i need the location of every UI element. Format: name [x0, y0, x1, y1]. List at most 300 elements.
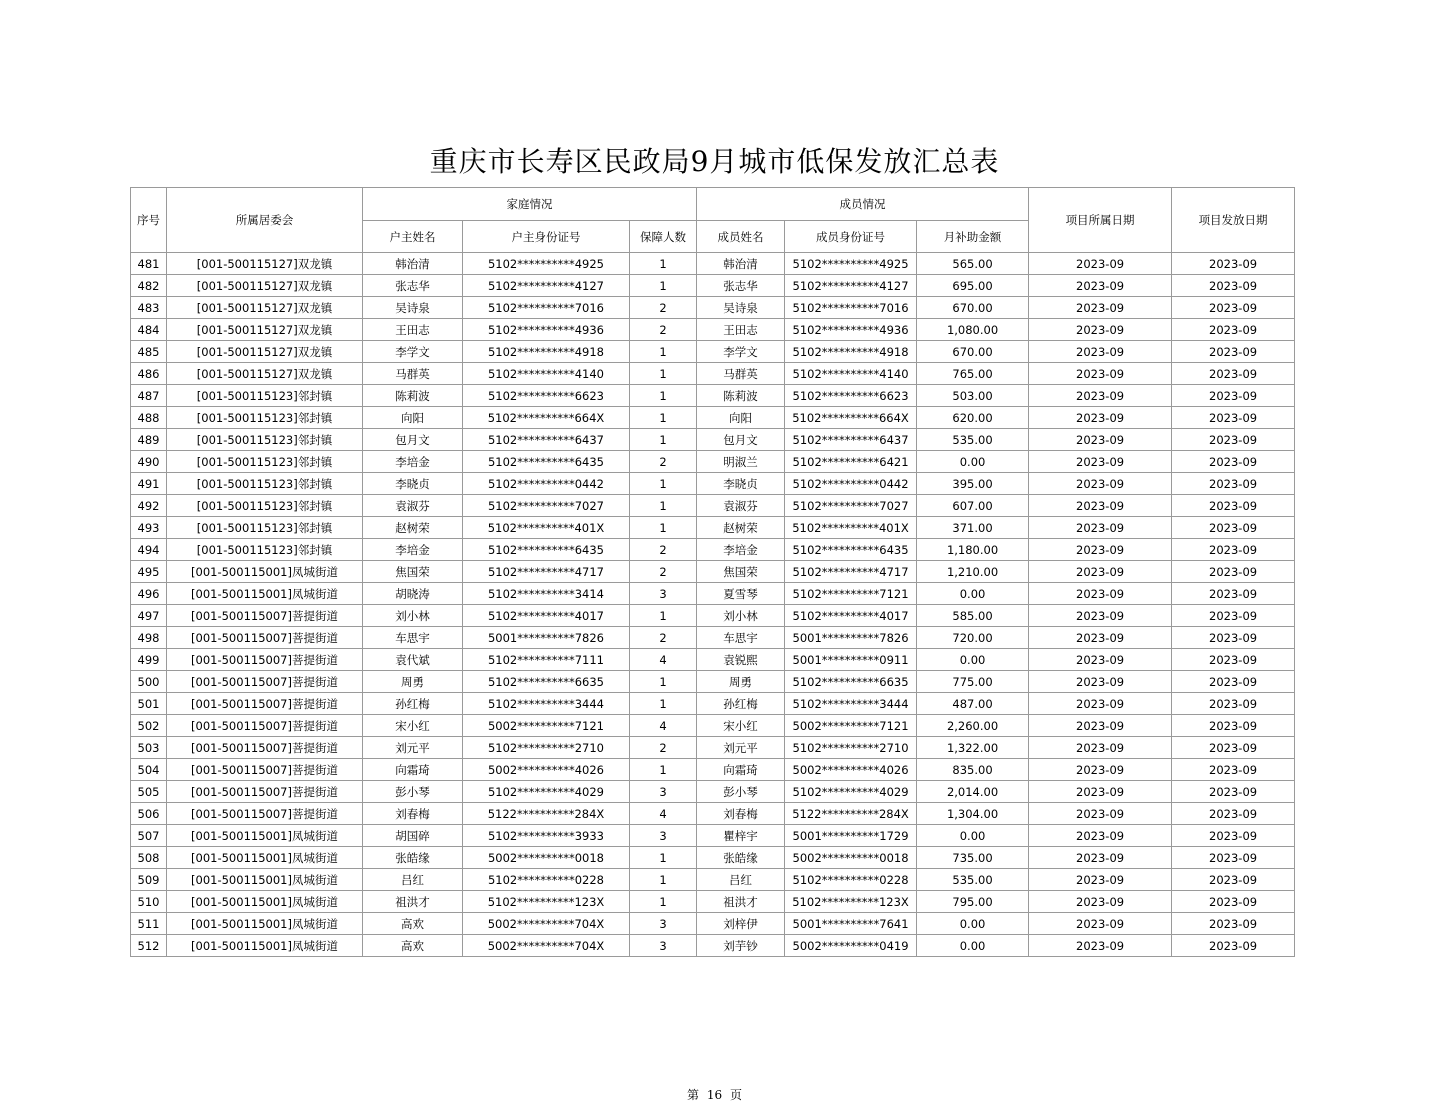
seq-cell: 510: [131, 891, 167, 913]
issue-date-cell: 2023-09: [1172, 693, 1295, 715]
committee-cell: [001-500115007]菩提街道: [167, 627, 363, 649]
member-id-cell: 5001**********7641: [785, 913, 917, 935]
project-date-cell: 2023-09: [1029, 319, 1172, 341]
issue-date-cell: 2023-09: [1172, 627, 1295, 649]
member-name-cell: 吕红: [697, 869, 785, 891]
seq-cell: 485: [131, 341, 167, 363]
seq-cell: 493: [131, 517, 167, 539]
project-date-cell: 2023-09: [1029, 517, 1172, 539]
amount-cell: 0.00: [917, 451, 1029, 473]
member-name-cell: 袁锐熙: [697, 649, 785, 671]
seq-cell: 507: [131, 825, 167, 847]
count-cell: 3: [630, 825, 697, 847]
seq-cell: 506: [131, 803, 167, 825]
head-id-cell: 5102**********664X: [463, 407, 630, 429]
issue-date-cell: 2023-09: [1172, 407, 1295, 429]
committee-cell: [001-500115007]菩提街道: [167, 737, 363, 759]
head-name-cell: 高欢: [363, 913, 463, 935]
count-cell: 2: [630, 539, 697, 561]
table-row: [131, 473, 1295, 495]
member-name-cell: 孙红梅: [697, 693, 785, 715]
head-name-cell: 刘元平: [363, 737, 463, 759]
project-date-cell: 2023-09: [1029, 363, 1172, 385]
project-date-cell: 2023-09: [1029, 407, 1172, 429]
head-name-cell: 彭小琴: [363, 781, 463, 803]
seq-cell: 491: [131, 473, 167, 495]
member-name-cell: 祖洪才: [697, 891, 785, 913]
committee-cell: [001-500115123]邻封镇: [167, 517, 363, 539]
table-row: [131, 869, 1295, 891]
amount-cell: 503.00: [917, 385, 1029, 407]
head-name-cell: 孙红梅: [363, 693, 463, 715]
head-id-cell: 5102**********4017: [463, 605, 630, 627]
head-name-cell: 包月文: [363, 429, 463, 451]
table-row: [131, 539, 1295, 561]
member-name-cell: 刘春梅: [697, 803, 785, 825]
head-name-cell: 吕红: [363, 869, 463, 891]
project-date-cell: 2023-09: [1029, 825, 1172, 847]
member-name-cell: 吴诗泉: [697, 297, 785, 319]
committee-cell: [001-500115127]双龙镇: [167, 341, 363, 363]
count-cell: 4: [630, 649, 697, 671]
member-name-cell: 李学文: [697, 341, 785, 363]
member-id-cell: 5102**********0228: [785, 869, 917, 891]
committee-cell: [001-500115001]凤城街道: [167, 583, 363, 605]
page-title: 重庆市长寿区民政局9月城市低保发放汇总表: [429, 145, 1000, 178]
table-row: [131, 319, 1295, 341]
head-id-cell: 5102**********4140: [463, 363, 630, 385]
summary-table: [130, 187, 1295, 957]
issue-date-cell: 2023-09: [1172, 473, 1295, 495]
head-name-cell: 袁代斌: [363, 649, 463, 671]
seq-cell: 496: [131, 583, 167, 605]
table-row: [131, 693, 1295, 715]
member-name-cell: 韩治清: [697, 253, 785, 275]
member-name-cell: 陈莉波: [697, 385, 785, 407]
issue-date-cell: 2023-09: [1172, 671, 1295, 693]
amount-cell: 775.00: [917, 671, 1029, 693]
count-cell: 2: [630, 561, 697, 583]
count-cell: 1: [630, 671, 697, 693]
issue-date-cell: 2023-09: [1172, 319, 1295, 341]
seq-cell: 511: [131, 913, 167, 935]
issue-date-cell: 2023-09: [1172, 847, 1295, 869]
count-cell: 1: [630, 275, 697, 297]
seq-cell: 483: [131, 297, 167, 319]
seq-cell: 486: [131, 363, 167, 385]
table-row: [131, 649, 1295, 671]
amount-cell: 0.00: [917, 825, 1029, 847]
seq-cell: 482: [131, 275, 167, 297]
member-name-cell: 彭小琴: [697, 781, 785, 803]
count-cell: 1: [630, 693, 697, 715]
member-id-cell: 5102**********123X: [785, 891, 917, 913]
amount-cell: 670.00: [917, 341, 1029, 363]
committee-cell: [001-500115007]菩提街道: [167, 649, 363, 671]
head-id-cell: 5102**********7111: [463, 649, 630, 671]
member-name-cell: 王田志: [697, 319, 785, 341]
head-id-cell: 5102**********4127: [463, 275, 630, 297]
head-id-cell: 5002**********0018: [463, 847, 630, 869]
seq-cell: 501: [131, 693, 167, 715]
head-id-cell: 5102**********6623: [463, 385, 630, 407]
member-id-cell: 5102**********4717: [785, 561, 917, 583]
member-id-cell: 5102**********7121: [785, 583, 917, 605]
project-date-cell: 2023-09: [1029, 715, 1172, 737]
member-id-cell: 5102**********4925: [785, 253, 917, 275]
committee-cell: [001-500115007]菩提街道: [167, 781, 363, 803]
seq-cell: 495: [131, 561, 167, 583]
head-id-cell: 5102**********0228: [463, 869, 630, 891]
member-id-cell: 5102**********4029: [785, 781, 917, 803]
head-name-cell: 赵树荣: [363, 517, 463, 539]
head-name-cell: 王田志: [363, 319, 463, 341]
seq-cell: 504: [131, 759, 167, 781]
head-id-cell: 5102**********2710: [463, 737, 630, 759]
seq-cell: 490: [131, 451, 167, 473]
committee-cell: [001-500115007]菩提街道: [167, 759, 363, 781]
amount-cell: 395.00: [917, 473, 1029, 495]
member-id-cell: 5102**********6421: [785, 451, 917, 473]
head-name-cell: 向霜琦: [363, 759, 463, 781]
head-id-cell: 5102**********3444: [463, 693, 630, 715]
member-id-cell: 5102**********6437: [785, 429, 917, 451]
member-name-cell: 周勇: [697, 671, 785, 693]
member-id-cell: 5002**********0419: [785, 935, 917, 957]
seq-cell: 492: [131, 495, 167, 517]
head-id-cell: 5102**********401X: [463, 517, 630, 539]
project-date-cell: 2023-09: [1029, 473, 1172, 495]
table-row: [131, 737, 1295, 759]
head-id-cell: 5122**********284X: [463, 803, 630, 825]
page-number: 第 16 页: [687, 1088, 742, 1102]
member-id-cell: 5102**********664X: [785, 407, 917, 429]
head-name-cell: 李培金: [363, 539, 463, 561]
count-cell: 2: [630, 451, 697, 473]
header-seq: 序号: [131, 188, 167, 253]
seq-cell: 512: [131, 935, 167, 957]
member-id-cell: 5102**********7027: [785, 495, 917, 517]
table-row: [131, 429, 1295, 451]
committee-cell: [001-500115123]邻封镇: [167, 539, 363, 561]
header-member-name: 成员姓名: [697, 221, 785, 253]
count-cell: 2: [630, 627, 697, 649]
head-id-cell: 5102**********6635: [463, 671, 630, 693]
header-issue-date: 项目发放日期: [1172, 188, 1295, 253]
seq-cell: 498: [131, 627, 167, 649]
amount-cell: 0.00: [917, 649, 1029, 671]
seq-cell: 503: [131, 737, 167, 759]
head-name-cell: 祖洪才: [363, 891, 463, 913]
issue-date-cell: 2023-09: [1172, 583, 1295, 605]
project-date-cell: 2023-09: [1029, 429, 1172, 451]
project-date-cell: 2023-09: [1029, 803, 1172, 825]
table-body: [131, 253, 1295, 957]
table-row: [131, 275, 1295, 297]
issue-date-cell: 2023-09: [1172, 253, 1295, 275]
head-name-cell: 马群英: [363, 363, 463, 385]
count-cell: 1: [630, 495, 697, 517]
amount-cell: 1,180.00: [917, 539, 1029, 561]
member-id-cell: 5122**********284X: [785, 803, 917, 825]
issue-date-cell: 2023-09: [1172, 869, 1295, 891]
head-id-cell: 5102**********4918: [463, 341, 630, 363]
project-date-cell: 2023-09: [1029, 737, 1172, 759]
head-id-cell: 5102**********6435: [463, 451, 630, 473]
project-date-cell: 2023-09: [1029, 649, 1172, 671]
member-name-cell: 刘梓伊: [697, 913, 785, 935]
issue-date-cell: 2023-09: [1172, 715, 1295, 737]
committee-cell: [001-500115123]邻封镇: [167, 407, 363, 429]
member-name-cell: 张志华: [697, 275, 785, 297]
amount-cell: 1,210.00: [917, 561, 1029, 583]
amount-cell: 1,304.00: [917, 803, 1029, 825]
project-date-cell: 2023-09: [1029, 781, 1172, 803]
head-name-cell: 韩治清: [363, 253, 463, 275]
table-row: [131, 451, 1295, 473]
member-id-cell: 5102**********3444: [785, 693, 917, 715]
table-row: [131, 891, 1295, 913]
project-date-cell: 2023-09: [1029, 539, 1172, 561]
head-name-cell: 胡晓涛: [363, 583, 463, 605]
committee-cell: [001-500115123]邻封镇: [167, 451, 363, 473]
amount-cell: 0.00: [917, 913, 1029, 935]
head-id-cell: 5002**********704X: [463, 935, 630, 957]
count-cell: 2: [630, 297, 697, 319]
issue-date-cell: 2023-09: [1172, 451, 1295, 473]
head-id-cell: 5102**********4925: [463, 253, 630, 275]
project-date-cell: 2023-09: [1029, 869, 1172, 891]
amount-cell: 585.00: [917, 605, 1029, 627]
amount-cell: 720.00: [917, 627, 1029, 649]
head-name-cell: 张皓缘: [363, 847, 463, 869]
header-head-name: 户主姓名: [363, 221, 463, 253]
head-id-cell: 5102**********6437: [463, 429, 630, 451]
count-cell: 1: [630, 605, 697, 627]
head-id-cell: 5102**********6435: [463, 539, 630, 561]
amount-cell: 0.00: [917, 935, 1029, 957]
header-head-id: 户主身份证号: [463, 221, 630, 253]
header-count: 保障人数: [630, 221, 697, 253]
head-name-cell: 车思宇: [363, 627, 463, 649]
count-cell: 1: [630, 407, 697, 429]
seq-cell: 509: [131, 869, 167, 891]
count-cell: 1: [630, 341, 697, 363]
head-name-cell: 高欢: [363, 935, 463, 957]
issue-date-cell: 2023-09: [1172, 803, 1295, 825]
table-row: [131, 561, 1295, 583]
table-row: [131, 517, 1295, 539]
issue-date-cell: 2023-09: [1172, 759, 1295, 781]
committee-cell: [001-500115007]菩提街道: [167, 803, 363, 825]
project-date-cell: 2023-09: [1029, 583, 1172, 605]
head-name-cell: 陈莉波: [363, 385, 463, 407]
header-committee: 所属居委会: [167, 188, 363, 253]
committee-cell: [001-500115127]双龙镇: [167, 275, 363, 297]
table-row: [131, 935, 1295, 957]
amount-cell: 487.00: [917, 693, 1029, 715]
member-id-cell: 5102**********6635: [785, 671, 917, 693]
project-date-cell: 2023-09: [1029, 561, 1172, 583]
member-id-cell: 5102**********2710: [785, 737, 917, 759]
table-row: [131, 847, 1295, 869]
count-cell: 2: [630, 319, 697, 341]
count-cell: 3: [630, 583, 697, 605]
issue-date-cell: 2023-09: [1172, 649, 1295, 671]
member-name-cell: 向霜琦: [697, 759, 785, 781]
project-date-cell: 2023-09: [1029, 913, 1172, 935]
seq-cell: 502: [131, 715, 167, 737]
count-cell: 1: [630, 869, 697, 891]
member-name-cell: 袁淑芬: [697, 495, 785, 517]
seq-cell: 481: [131, 253, 167, 275]
project-date-cell: 2023-09: [1029, 253, 1172, 275]
member-id-cell: 5102**********6435: [785, 539, 917, 561]
head-id-cell: 5102**********7016: [463, 297, 630, 319]
issue-date-cell: 2023-09: [1172, 297, 1295, 319]
committee-cell: [001-500115007]菩提街道: [167, 715, 363, 737]
committee-cell: [001-500115123]邻封镇: [167, 385, 363, 407]
seq-cell: 508: [131, 847, 167, 869]
member-name-cell: 马群英: [697, 363, 785, 385]
issue-date-cell: 2023-09: [1172, 517, 1295, 539]
table-row: [131, 385, 1295, 407]
committee-cell: [001-500115123]邻封镇: [167, 473, 363, 495]
amount-cell: 607.00: [917, 495, 1029, 517]
head-id-cell: 5102**********3414: [463, 583, 630, 605]
member-id-cell: 5001**********0911: [785, 649, 917, 671]
head-name-cell: 刘春梅: [363, 803, 463, 825]
amount-cell: 2,014.00: [917, 781, 1029, 803]
head-id-cell: 5102**********4936: [463, 319, 630, 341]
table-row: [131, 825, 1295, 847]
member-name-cell: 刘芋钞: [697, 935, 785, 957]
head-name-cell: 宋小红: [363, 715, 463, 737]
seq-cell: 489: [131, 429, 167, 451]
table-row: [131, 407, 1295, 429]
committee-cell: [001-500115127]双龙镇: [167, 363, 363, 385]
issue-date-cell: 2023-09: [1172, 891, 1295, 913]
committee-cell: [001-500115127]双龙镇: [167, 297, 363, 319]
count-cell: 1: [630, 473, 697, 495]
seq-cell: 494: [131, 539, 167, 561]
head-id-cell: 5102**********0442: [463, 473, 630, 495]
project-date-cell: 2023-09: [1029, 341, 1172, 363]
table-row: [131, 583, 1295, 605]
committee-cell: [001-500115001]凤城街道: [167, 935, 363, 957]
table-row: [131, 363, 1295, 385]
project-date-cell: 2023-09: [1029, 627, 1172, 649]
committee-cell: [001-500115001]凤城街道: [167, 913, 363, 935]
member-id-cell: 5102**********4918: [785, 341, 917, 363]
committee-cell: [001-500115123]邻封镇: [167, 495, 363, 517]
amount-cell: 565.00: [917, 253, 1029, 275]
amount-cell: 620.00: [917, 407, 1029, 429]
count-cell: 4: [630, 715, 697, 737]
table-row: [131, 253, 1295, 275]
head-id-cell: 5001**********7826: [463, 627, 630, 649]
head-id-cell: 5102**********7027: [463, 495, 630, 517]
amount-cell: 1,080.00: [917, 319, 1029, 341]
project-date-cell: 2023-09: [1029, 275, 1172, 297]
committee-cell: [001-500115001]凤城街道: [167, 891, 363, 913]
head-name-cell: 袁淑芬: [363, 495, 463, 517]
header-family-group: 家庭情况: [363, 188, 697, 221]
header-member-id: 成员身份证号: [785, 221, 917, 253]
head-name-cell: 张志华: [363, 275, 463, 297]
member-name-cell: 明淑兰: [697, 451, 785, 473]
head-id-cell: 5102**********123X: [463, 891, 630, 913]
issue-date-cell: 2023-09: [1172, 341, 1295, 363]
seq-cell: 484: [131, 319, 167, 341]
head-id-cell: 5102**********3933: [463, 825, 630, 847]
committee-cell: [001-500115001]凤城街道: [167, 825, 363, 847]
member-id-cell: 5002**********7121: [785, 715, 917, 737]
member-name-cell: 李培金: [697, 539, 785, 561]
committee-cell: [001-500115007]菩提街道: [167, 605, 363, 627]
count-cell: 1: [630, 847, 697, 869]
project-date-cell: 2023-09: [1029, 605, 1172, 627]
amount-cell: 371.00: [917, 517, 1029, 539]
project-date-cell: 2023-09: [1029, 935, 1172, 957]
seq-cell: 500: [131, 671, 167, 693]
issue-date-cell: 2023-09: [1172, 385, 1295, 407]
count-cell: 1: [630, 363, 697, 385]
issue-date-cell: 2023-09: [1172, 561, 1295, 583]
head-id-cell: 5002**********704X: [463, 913, 630, 935]
issue-date-cell: 2023-09: [1172, 781, 1295, 803]
amount-cell: 1,322.00: [917, 737, 1029, 759]
member-id-cell: 5001**********7826: [785, 627, 917, 649]
amount-cell: 0.00: [917, 583, 1029, 605]
count-cell: 3: [630, 935, 697, 957]
table-row: [131, 297, 1295, 319]
member-id-cell: 5102**********4140: [785, 363, 917, 385]
committee-cell: [001-500115001]凤城街道: [167, 869, 363, 891]
seq-cell: 488: [131, 407, 167, 429]
member-id-cell: 5102**********401X: [785, 517, 917, 539]
seq-cell: 487: [131, 385, 167, 407]
project-date-cell: 2023-09: [1029, 385, 1172, 407]
member-id-cell: 5102**********7016: [785, 297, 917, 319]
member-name-cell: 焦国荣: [697, 561, 785, 583]
table-row: [131, 495, 1295, 517]
member-name-cell: 车思宇: [697, 627, 785, 649]
issue-date-cell: 2023-09: [1172, 913, 1295, 935]
table-row: [131, 671, 1295, 693]
head-name-cell: 吴诗泉: [363, 297, 463, 319]
member-name-cell: 包月文: [697, 429, 785, 451]
count-cell: 1: [630, 429, 697, 451]
committee-cell: [001-500115007]菩提街道: [167, 671, 363, 693]
issue-date-cell: 2023-09: [1172, 495, 1295, 517]
member-name-cell: 向阳: [697, 407, 785, 429]
project-date-cell: 2023-09: [1029, 495, 1172, 517]
issue-date-cell: 2023-09: [1172, 825, 1295, 847]
table-row: [131, 803, 1295, 825]
amount-cell: 670.00: [917, 297, 1029, 319]
seq-cell: 499: [131, 649, 167, 671]
project-date-cell: 2023-09: [1029, 671, 1172, 693]
table-row: [131, 605, 1295, 627]
head-id-cell: 5002**********7121: [463, 715, 630, 737]
count-cell: 1: [630, 517, 697, 539]
table-row: [131, 627, 1295, 649]
member-id-cell: 5102**********4127: [785, 275, 917, 297]
table-row: [131, 759, 1295, 781]
member-id-cell: 5002**********4026: [785, 759, 917, 781]
committee-cell: [001-500115001]凤城街道: [167, 561, 363, 583]
